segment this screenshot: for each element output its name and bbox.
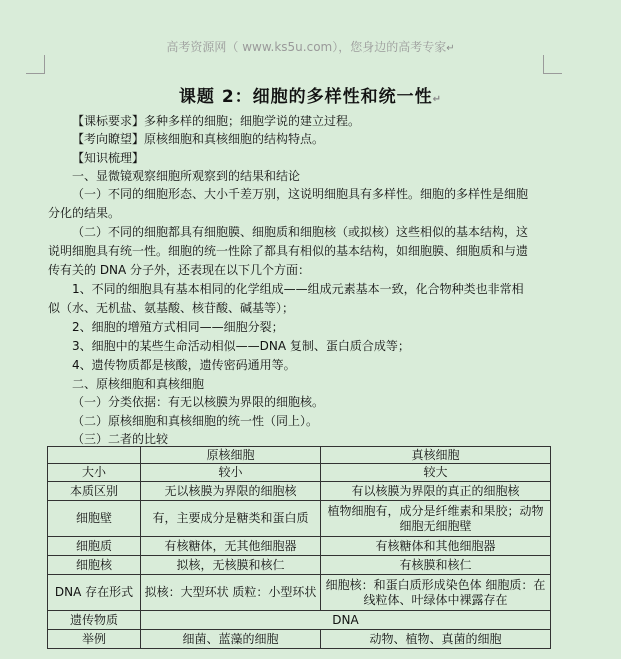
table-row (48, 611, 551, 630)
table-row (48, 464, 551, 482)
table-cell: 有核糖体，无其他细胞器 (141, 537, 321, 556)
table-cell: 有以核膜为界限的真正的细胞核 (321, 482, 551, 501)
text-line: （一）分类依据：有无以核膜为界限的细胞核。 (72, 395, 325, 409)
table-cell: 动物、植物、真菌的细胞 (321, 630, 551, 649)
text-line: 说明细胞具有统一性。细胞的统一性除了都具有相似的基本结构，如细胞膜、细胞质和与遗 (48, 244, 529, 258)
table-header-cell: 真核细胞 (321, 447, 551, 464)
text-line: 4、遗传物质都是核酸，遗传密码通用等。 (72, 358, 296, 372)
table-cell: 无以核膜为界限的细胞核 (141, 482, 321, 501)
comparison-table (47, 446, 551, 649)
table-cell: 细菌、蓝藻的细胞 (141, 630, 321, 649)
table-cell: 遗传物质 (48, 611, 141, 630)
text-line: 1、不同的细胞具有基本相同的化学组成——组成元素基本一致，化合物种类也非常相 (72, 282, 524, 296)
table-cell: 细胞壁 (48, 501, 141, 537)
table-cell: 较大 (321, 464, 551, 482)
text-line: （一）不同的细胞形态、大小千差万别，这说明细胞具有多样性。细胞的多样性是细胞 (72, 187, 529, 201)
text-line: （二）不同的细胞都具有细胞膜、细胞质和细胞核（或拟核）这些相似的基本结构，这 (72, 225, 529, 239)
table-cell: 细胞核 (48, 556, 141, 575)
table-cell: 有，主要成分是糖类和蛋白质 (141, 501, 321, 537)
page-title: 课题 2：细胞的多样性和统一性↵ (178, 87, 443, 107)
table-cell: 本质区别 (48, 482, 141, 501)
table-cell: 有核糖体和其他细胞器 (321, 537, 551, 556)
table-header-row (48, 447, 551, 464)
table-header-cell: 原核细胞 (141, 447, 321, 464)
text-line: 传有关的 DNA 分子外，还表现在以下几个方面： (48, 263, 311, 277)
text-line: 分化的结果。 (48, 206, 121, 220)
table-cell: 较小 (141, 464, 321, 482)
text-line: 【课标要求】多种多样的细胞；细胞学说的建立过程。 (72, 114, 361, 128)
text-line: 似（水、无机盐、氨基酸、核苷酸、碱基等）； (48, 301, 295, 315)
table-row (48, 556, 551, 575)
table-cell: 举例 (48, 630, 141, 649)
text-line: 【考向瞭望】原核细胞和真核细胞的结构特点。 (72, 132, 325, 146)
margin-corner-mark (543, 55, 562, 74)
text-line: 2、细胞的增殖方式相同——细胞分裂； (72, 320, 284, 334)
text-line: 3、细胞中的某些生命活动相似——DNA 复制、蛋白质合成等； (72, 339, 410, 353)
table-cell: 拟核：大型环状 质粒：小型环状 (141, 575, 321, 611)
table-row (48, 501, 551, 537)
table-header-cell (48, 447, 141, 464)
table-cell: DNA 存在形式 (48, 575, 141, 611)
text-line: （三）二者的比较 (72, 432, 169, 446)
table-cell: 大小 (48, 464, 141, 482)
text-line: 二、原核细胞和真核细胞 (72, 377, 205, 391)
text-line: （二）原核细胞和真核细胞的统一性（同上）。 (72, 414, 319, 428)
table-cell: 植物细胞有，成分是纤维素和果胶；动物细胞无细胞壁 (321, 501, 551, 537)
text-line: 一、显微镜观察细胞所观察到的结果和结论 (72, 169, 301, 183)
table-row (48, 537, 551, 556)
table-cell: 有核膜和核仁 (321, 556, 551, 575)
table-cell: 细胞核：和蛋白质形成染色体 细胞质：在线粒体、叶绿体中裸露存在 (321, 575, 551, 611)
table-row (48, 630, 551, 649)
table-row (48, 575, 551, 611)
text-line: 【知识梳理】 (72, 151, 145, 165)
table-cell: DNA (141, 611, 551, 630)
page-header: 高考资源网（ www.ks5u.com），您身边的高考专家↵ (166, 40, 455, 54)
table-cell: 拟核，无核膜和核仁 (141, 556, 321, 575)
table-row (48, 482, 551, 501)
table-cell: 细胞质 (48, 537, 141, 556)
margin-corner-mark (26, 55, 45, 74)
